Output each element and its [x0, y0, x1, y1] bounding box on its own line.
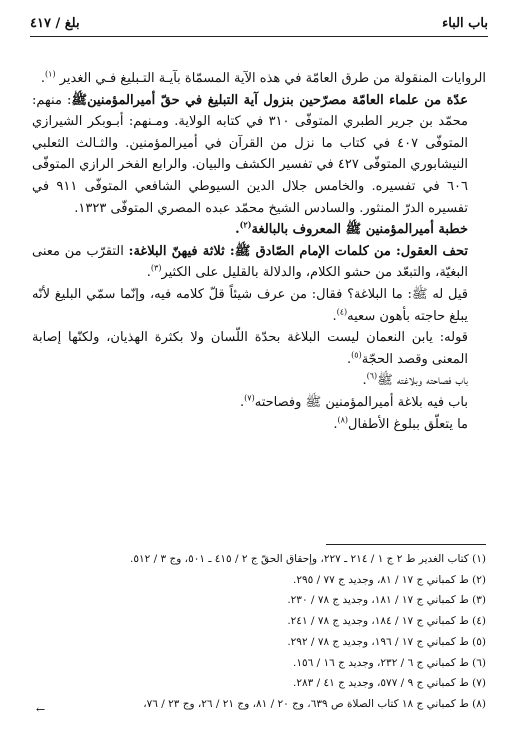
paragraph-7: باب فصاحته وبلاغته ﷺ$^{(٦)}$. — [362, 371, 468, 389]
footnote-1: (١) كتاب الغدير ط ٢ ج ١ / ٢١٤ ـ ٢٢٧، وإحقاق الحقّ ج ٢ / ٤١٥ ـ ٥٠١، وج ٣ / ٥١٢. — [130, 553, 486, 565]
paragraph-8: باب فيه بلاغة أميرالمؤمنين ﷺ وفصاحته$^{(٧)}$. — [240, 393, 468, 410]
footnote-6: (٦) ط كمباني ج ٦ / ٢٣٢، وجديد ج ١٦ / ١٥٦. — [292, 656, 486, 669]
footnote-ref-5[interactable]: (٥) — [351, 350, 362, 360]
footnote-ref-2[interactable]: (٢) — [239, 219, 252, 230]
paragraph-5: قيل له ﷺ: ما البلاغة؟ فقال: من عرف شيئاً قلّ كلامه فيه، وإنّما سمّي البليغ لأنّه يبلغ حاجته بأهون سعيه$^{(٤)}$. — [32, 286, 468, 324]
footnote-4: (٤) ط كمباني ج ١٧ / ١٨٤، وجديد ج ٧٨ / ٢٤١. — [287, 615, 486, 628]
main-text — [32, 68, 486, 435]
header-title: باب الباء — [442, 16, 488, 31]
footnote-8: (٨) ط كمباني ج ١٨ كتاب الصلاة ص ٦٣٩، وج ٢٠ / ٨١، وج ٢١ / ٢٦، وج ٢٣ / ٧٦، — [143, 697, 486, 710]
footnote-ref-1[interactable]: (١) — [45, 69, 56, 79]
footnote-5: (٥) ط كمباني ج ١٧ / ١٩٦، وجديد ج ٧٨ / ٢٩٢. — [287, 635, 486, 648]
running-header — [30, 14, 488, 37]
footnote-ref-6[interactable]: (٦) — [366, 371, 378, 381]
paragraph-9: ما يتعلّق ببلوغ الأطفال$^{(٨)}$. — [333, 415, 468, 432]
footnote-divider — [326, 544, 486, 545]
paragraph-4: تحف العقول: من كلمات الإمام الصّادق ﷺ: ثلاثة فيهنّ البلاغة: التقرّب من معنى البغيّة، والتبعّد من حشو الكلام، والدلالة بالقليل على الكثير$^{(٣)}$. — [32, 243, 468, 281]
honorific-glyph: ﷺ — [71, 92, 88, 108]
paragraph-6: قوله: يابن النعمان ليست البلاغة بحدّة اللّسان ولا بكثرة الهذيان، ولكنّها إصابة المعنى وقصد الحجّة$^{(٥)}$. — [32, 330, 468, 367]
header-page-number: بلغ / ٤١٧ — [30, 16, 80, 31]
footnote-ref-7[interactable]: (٧) — [244, 393, 255, 403]
left-arrow-icon[interactable]: ← — [36, 703, 46, 716]
footnote-ref-3[interactable]: (٣) — [150, 264, 162, 274]
paragraph-2: عدّة من علماء العامّة مصرّحين بنزول آية التبليغ في حقّ أميرالمؤمنينﷺ: منهم: محمّد بن جرير الطبري المتوفّى ٣١٠ في كتابه الولاية. ومـنهم: أبـوبكر الشيرازي المتوفّى ٤٠٧ في كتاب ما نزل من القرآن في أميرالمؤمنين. والثـالث الثعلبي النيشابوري المتوفّى ٤٢٧ في تفسير الكشف والبيان. والرابع الفخر الرازي المتوفّى ٦٠٦ في تفسيره. والخامس جلال الدين السيوطي الشافعي المتوفّى ٩١١ في تفسيره الدرّ المنثور. والسادس الشيخ محمّد عبده المصري المتوفّى ١٣٢٣. — [32, 92, 469, 216]
footnote-7: (٧) ط كمباني ج ٩ / ٥٧٧، وجديد ج ٤١ / ٢٨٣. — [292, 677, 486, 690]
paragraph-1: الروايات المنقولة من طرق العامّة في هذه الآية المسمّاة بآيـة التـبليغ فـي الغدير $^{(١)}$. — [40, 69, 486, 86]
paragraph-3: خطبة أميرالمؤمنين ﷺ المعروف بالبالغة$^{(٢)}$. — [235, 219, 468, 238]
footnote-ref-4[interactable]: (٤) — [336, 307, 348, 317]
footnote-2: (٢) ط كمباني ج ١٧ / ٨١، وجديد ج ٧٧ / ٢٩٥. — [292, 573, 486, 586]
footnote-3: (٣) ط كمباني ج ١٧ / ١٨١، وجديد ج ٧٨ / ٢٣٠. — [287, 594, 486, 607]
footnote-ref-8[interactable]: (٨) — [337, 415, 349, 425]
footnotes — [32, 549, 486, 715]
